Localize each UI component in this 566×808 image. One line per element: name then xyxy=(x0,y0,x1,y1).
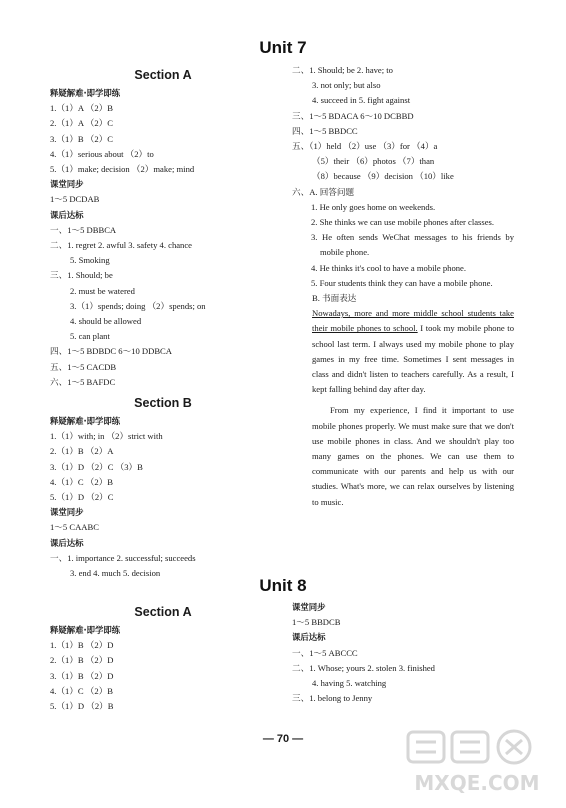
watermark-graphic xyxy=(402,728,552,798)
answer-line: 4.（1）C （2）B xyxy=(50,685,114,696)
answer-line: 3. end 4. much 5. decision xyxy=(70,568,161,579)
answer-line: （5）their （6）photos （7）than xyxy=(312,156,435,167)
unit8-section-a-answers xyxy=(50,623,276,714)
answer-line: 一、1～5 DBBCA xyxy=(50,224,117,235)
answer-line: 3.（1）D （2）C （3）B xyxy=(50,461,143,472)
essay-paragraph-2: From my experience, I find it important to use mobile phones properly. We must make sure that we don't use mobile phones in class. And we shouldn't play too many games on the phones. We can use them to communicate with our parents and help us with our studies. What's more, we can relax ourselves by listening to music. xyxy=(312,405,514,507)
answer-line: 一、1～5 ABCCC xyxy=(292,647,358,658)
unit7-section-b-title: Section B xyxy=(134,396,192,411)
section-header: 课后达标 xyxy=(50,537,84,548)
watermark-text: MXQE.COM xyxy=(414,771,540,795)
answer-line: 1.（1）B （2）D xyxy=(50,640,114,651)
essay-paragraph-1-rest: I took my mobile phone to school last term. I always used my mobile phone to play games in my free time. Sometimes I sent messages in class and didn't listen to teachers carefully. As a result, I kept falling behind day after day. xyxy=(312,323,514,395)
answer-line: 1.（1）A （2）B xyxy=(50,103,114,114)
answer-line: 3.（1）spends; doing （2）spends; on xyxy=(70,300,206,311)
section-header: 课堂同步 xyxy=(50,179,84,190)
unit8-section-a-title: Section A xyxy=(134,605,192,619)
question-answer: 5. Four students think they can have a mobile phone. xyxy=(311,277,493,288)
unit7-right-column xyxy=(292,63,514,510)
answer-line: 5.（1）make; decision （2）make; mind xyxy=(50,164,195,175)
essay-paragraph-1 xyxy=(292,306,514,397)
question-answer: 3. He often sends WeChat messages to his friends by mobile phone. xyxy=(311,232,514,258)
essay-underlined-sentence: Nowadays, more and more middle school students take their mobile phones to school. xyxy=(312,308,514,334)
answer-line: 四、1～5 BBDCC xyxy=(292,125,358,136)
watermark-logo xyxy=(402,728,552,798)
answer-line: 二、1. regret 2. awful 3. safety 4. chance xyxy=(50,240,192,251)
answer-line: 四、1～5 BDBDC 6～10 DDBCA xyxy=(50,346,172,357)
answer-line: 4. having 5. watching xyxy=(312,678,387,689)
answer-line: 3. not only; but also xyxy=(312,80,381,91)
answer-line: 六、A. 回答问题 xyxy=(292,186,355,197)
writing-label: B. 书面表达 xyxy=(312,293,357,304)
section-header: 释疑解难·即学即练 xyxy=(50,625,121,635)
section-header: 课后达标 xyxy=(292,632,326,643)
question-answer: 2. She thinks we can use mobile phones after classes. xyxy=(311,217,495,228)
section-header: 释疑解难·即学即练 xyxy=(50,416,121,427)
answer-line: 2.（1）A （2）C xyxy=(50,118,114,129)
unit7-section-a-title: Section A xyxy=(134,68,192,82)
unit7-title: Unit 7 xyxy=(259,38,307,57)
question-answer: 4. He thinks it's cool to have a mobile phone. xyxy=(311,262,467,273)
answer-line: 1～5 BBDCB xyxy=(292,617,341,628)
answer-line: 五、1～5 CACDB xyxy=(50,361,117,372)
answer-line: 1～5 DCDAB xyxy=(50,194,100,205)
answer-line: 2.（1）B （2）D xyxy=(50,655,114,666)
answer-line: 4. succeed in 5. fight against xyxy=(312,95,411,106)
answer-line: 3.（1）B （2）D xyxy=(50,670,114,681)
answer-line: 5.（1）D （2）C xyxy=(50,492,114,503)
question-answer: 1. He only goes home on weekends. xyxy=(311,201,436,212)
answer-line: 三、1. belong to Jenny xyxy=(292,693,373,704)
answer-line: 5. can plant xyxy=(70,331,110,342)
section-header: 课堂同步 xyxy=(292,602,326,612)
answer-line: 1.（1）with; in （2）strict with xyxy=(50,431,163,442)
answer-line: 4.（1）serious about （2）to xyxy=(50,148,154,159)
answer-line: 1～5 CAABC xyxy=(50,522,99,533)
page-number: — 70 — xyxy=(262,733,304,745)
answer-line: 二、1. Should; be 2. have; to xyxy=(292,65,393,75)
answer-line: 六、1～5 BAFDC xyxy=(50,376,116,387)
unit8-right-column xyxy=(292,600,514,706)
answer-line: 三、1～5 BDACA 6～10 DCBBD xyxy=(292,110,414,121)
unit7-left-column xyxy=(50,64,276,581)
answer-line: 二、1. Whose; yours 2. stolen 3. finished xyxy=(292,662,435,673)
answer-line: 五、（1）held （2）use （3）for （4）a xyxy=(292,141,438,152)
answer-line: 三、1. Should; be xyxy=(50,270,113,281)
answer-line: 2.（1）B （2）A xyxy=(50,446,114,457)
section-header: 课后达标 xyxy=(50,209,84,220)
unit8-title: Unit 8 xyxy=(259,576,307,595)
unit7-right-answers xyxy=(292,63,514,200)
answer-line: 2. must be watered xyxy=(70,285,135,296)
answer-line: （8）because （9）decision （10）like xyxy=(312,171,454,182)
unit7-section-a-answers xyxy=(50,86,276,390)
answer-line: 一、1. importance 2. successful; succeeds xyxy=(50,552,196,563)
answer-line: 5. Smoking xyxy=(70,255,110,266)
answer-line: 4.（1）C （2）B xyxy=(50,476,114,487)
section-header: 课堂同步 xyxy=(50,507,84,518)
answer-line: 3.（1）B （2）C xyxy=(50,133,114,144)
unit8-left-column xyxy=(50,601,276,714)
answer-line: 4. should be allowed xyxy=(70,316,142,327)
section-header: 释疑解难·即学即练 xyxy=(50,88,121,98)
unit7-section-b-answers xyxy=(50,414,276,581)
answer-line: 5.（1）D （2）B xyxy=(50,701,114,712)
question-answers-list xyxy=(292,200,514,291)
unit8-right-answers xyxy=(292,600,514,706)
